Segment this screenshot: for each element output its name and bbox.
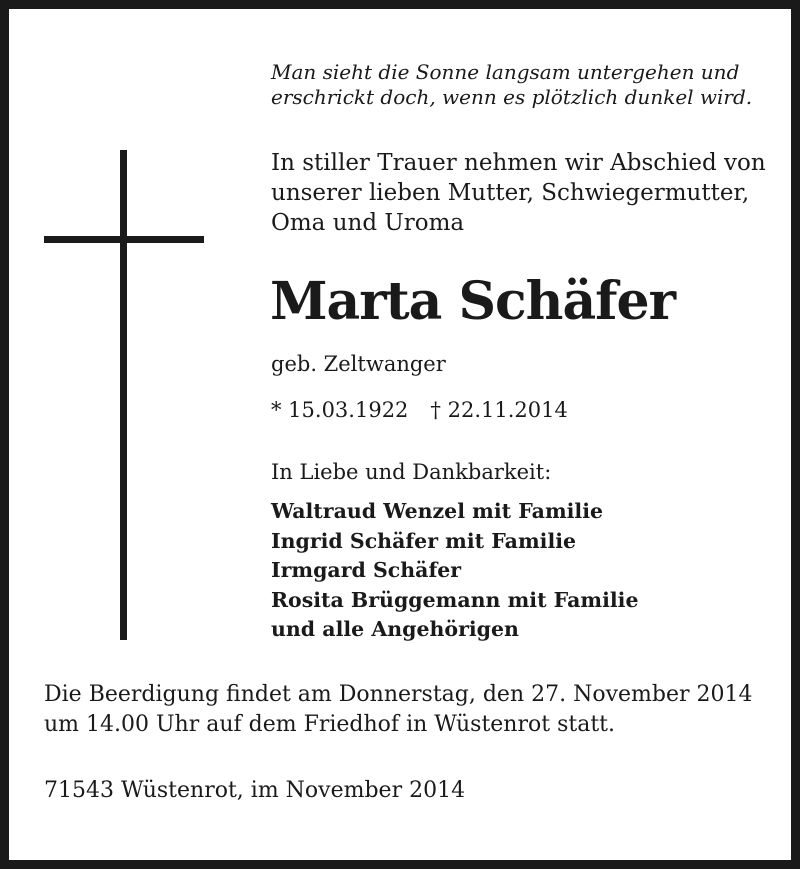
quote-line: erschrickt doch, wenn es plötzlich dunkel wird.	[271, 85, 753, 109]
mourner-name: Irmgard Schäfer	[271, 558, 462, 582]
funeral-notice	[44, 680, 753, 740]
mourners-list	[271, 497, 639, 645]
funeral-line: Die Beerdigung findet am Donnerstag, den 27. November 2014	[44, 682, 753, 707]
maiden-name: geb. Zeltwanger	[271, 352, 446, 376]
life-dates	[271, 396, 568, 424]
death-date: † 22.11.2014	[430, 398, 568, 422]
place-date: 71543 Wüstenrot, im November 2014	[44, 778, 466, 803]
birth-date: * 15.03.1922	[271, 398, 409, 422]
intro-line: In stiller Trauer nehmen wir Abschied von	[271, 150, 766, 176]
mourner-name: Waltraud Wenzel mit Familie	[271, 499, 604, 523]
mourner-name: Ingrid Schäfer mit Familie	[271, 528, 577, 553]
mourner-name: Rosita Brüggemann mit Familie	[271, 587, 639, 612]
memorial-quote	[271, 60, 752, 110]
cross-vertical-bar	[120, 150, 127, 640]
intro-line: unserer lieben Mutter, Schwiegermutter,	[271, 180, 750, 206]
intro-text	[271, 148, 766, 238]
funeral-line: um 14.00 Uhr auf dem Friedhof in Wüstenrot statt.	[44, 712, 615, 737]
mourner-name: und alle Angehörigen	[271, 617, 519, 641]
mourners-heading: In Liebe und Dankbarkeit:	[271, 460, 552, 484]
deceased-name: Marta Schäfer	[270, 271, 676, 332]
intro-line: Oma und Uroma	[271, 210, 465, 236]
quote-line: Man sieht die Sonne langsam untergehen und	[271, 60, 740, 84]
cross-horizontal-bar	[44, 236, 204, 243]
